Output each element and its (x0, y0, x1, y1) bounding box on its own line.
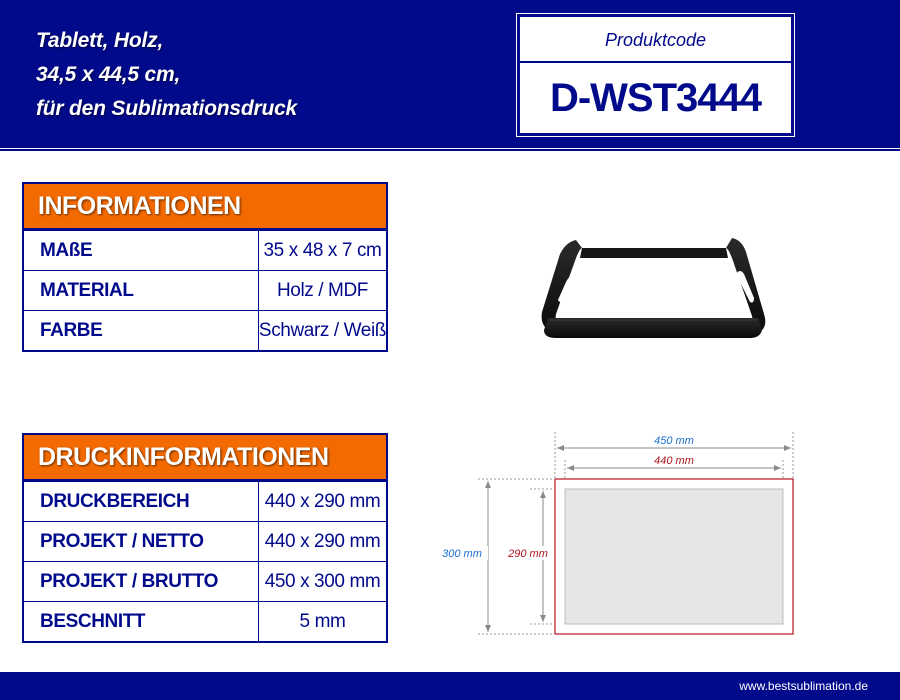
row-label: MAßE (24, 231, 259, 270)
print-area-panel (565, 489, 783, 624)
row-value: 440 x 290 mm (264, 491, 381, 512)
product-code-box (518, 15, 793, 135)
product-code-value: D-WST3444 (549, 76, 762, 120)
inner-width-label: 440 mm (654, 455, 694, 467)
product-title (36, 24, 297, 126)
row-label: DRUCKBEREICH (24, 482, 259, 521)
header-divider (0, 149, 900, 151)
outer-height-label: 300 mm (442, 548, 482, 560)
footer-bar (0, 672, 900, 700)
table-row (24, 481, 386, 521)
product-code-label: Produktcode (520, 17, 791, 63)
row-label: PROJEKT / BRUTTO (24, 562, 259, 601)
row-value: Holz / MDF (276, 280, 368, 301)
tray-back-rail (580, 248, 728, 258)
title-line-1: Tablett, Holz, (36, 29, 164, 52)
row-value: 35 x 48 x 7 cm (263, 240, 382, 261)
title-line-2: 34,5 x 44,5 cm, (36, 63, 181, 86)
header-banner (0, 0, 900, 148)
row-value: 5 mm (299, 611, 346, 632)
print-table-title: DRUCKINFORMATIONEN (24, 435, 386, 481)
info-table (22, 182, 388, 352)
table-row (24, 521, 386, 561)
table-row (24, 561, 386, 601)
title-line-3: für den Sublimationsdruck (36, 97, 298, 120)
table-row (24, 270, 386, 310)
table-row (24, 601, 386, 641)
table-row (24, 230, 386, 270)
tray-product-image (536, 234, 770, 342)
info-table-title: INFORMATIONEN (24, 184, 386, 230)
table-row (24, 310, 386, 350)
row-value: Schwarz / Weiß (258, 320, 386, 341)
row-label: FARBE (24, 311, 259, 350)
footer-website-link[interactable]: www.bestsublimation.de (739, 679, 868, 693)
inner-height-label: 290 mm (508, 548, 548, 560)
outer-width-label: 450 mm (654, 435, 694, 447)
print-info-table (22, 433, 388, 643)
row-label: BESCHNITT (24, 602, 259, 641)
row-value: 450 x 300 mm (264, 571, 381, 592)
print-area-diagram (430, 428, 810, 643)
row-value: 440 x 290 mm (264, 531, 381, 552)
tray-front-rail (544, 318, 762, 338)
row-label: MATERIAL (24, 271, 259, 310)
row-label: PROJEKT / NETTO (24, 522, 259, 561)
